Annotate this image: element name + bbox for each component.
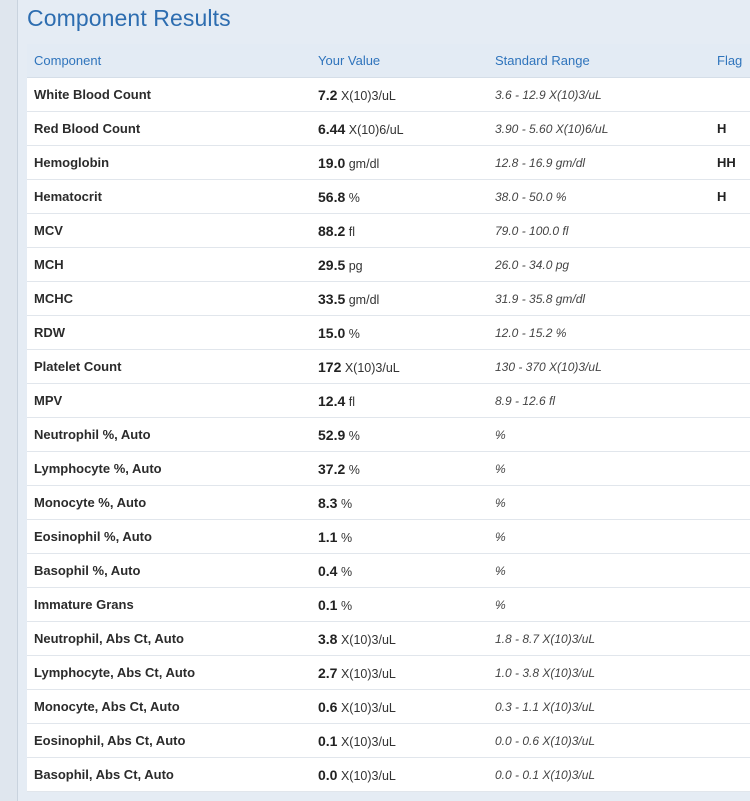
standard-range: 3.90 - 5.60 X(10)6/uL <box>495 121 609 136</box>
result-unit: % <box>348 326 360 341</box>
result-value: 52.9 <box>318 426 346 443</box>
your-value-cell <box>318 325 495 341</box>
result-value: 7.2 <box>318 86 338 103</box>
flag: H <box>717 189 727 204</box>
your-value-cell <box>318 257 495 273</box>
component-name: Monocyte %, Auto <box>34 495 147 510</box>
table-row <box>27 214 750 248</box>
table-row <box>27 690 750 724</box>
standard-range: 26.0 - 34.0 pg <box>495 257 570 272</box>
result-unit: % <box>340 496 353 511</box>
standard-range: % <box>495 529 506 544</box>
component-name: Neutrophil, Abs Ct, Auto <box>34 631 184 646</box>
result-unit: % <box>348 190 360 205</box>
result-unit: % <box>340 598 353 613</box>
your-value-cell <box>318 597 495 613</box>
result-value: 1.1 <box>318 528 338 545</box>
table-row <box>27 486 750 520</box>
table-row <box>27 350 750 384</box>
results-table <box>27 44 750 792</box>
component-name: Immature Grans <box>34 597 134 612</box>
your-value-cell <box>318 631 495 647</box>
table-row <box>27 588 750 622</box>
your-value-cell <box>318 87 495 103</box>
standard-range: 1.8 - 8.7 X(10)3/uL <box>495 631 596 646</box>
result-unit: gm/dl <box>348 156 380 171</box>
flag: H <box>717 121 727 136</box>
result-value: 172 <box>318 358 342 375</box>
component-name: MCHC <box>34 291 73 306</box>
result-unit: pg <box>348 258 363 273</box>
standard-range: % <box>495 495 506 510</box>
result-value: 29.5 <box>318 256 346 273</box>
result-unit: X(10)3/uL <box>340 734 396 749</box>
your-value-cell <box>318 733 495 749</box>
result-value: 19.0 <box>318 154 346 171</box>
table-row <box>27 656 750 690</box>
component-name: Hemoglobin <box>34 155 110 170</box>
component-name: Platelet Count <box>34 359 122 374</box>
your-value-cell <box>318 189 495 205</box>
result-value: 37.2 <box>318 460 346 477</box>
table-header <box>27 44 750 78</box>
your-value-cell <box>318 393 495 409</box>
table-row <box>27 622 750 656</box>
your-value-cell <box>318 699 495 715</box>
component-name: Basophil, Abs Ct, Auto <box>34 767 174 782</box>
result-unit: X(10)3/uL <box>340 666 396 681</box>
table-body <box>27 78 750 792</box>
result-unit: X(10)3/uL <box>340 88 396 103</box>
result-unit: % <box>340 530 353 545</box>
result-unit: fl <box>348 224 355 239</box>
standard-range: 38.0 - 50.0 % <box>495 189 567 204</box>
result-value: 56.8 <box>318 188 346 205</box>
standard-range: 3.6 - 12.9 X(10)3/uL <box>495 87 602 102</box>
component-name: MPV <box>34 393 63 408</box>
standard-range: % <box>495 461 506 476</box>
your-value-cell <box>318 291 495 307</box>
component-name: Red Blood Count <box>34 121 141 136</box>
result-value: 0.0 <box>318 766 338 783</box>
your-value-cell <box>318 121 495 137</box>
header-flag: Flag <box>717 53 743 68</box>
component-name: RDW <box>34 325 66 340</box>
component-name: Monocyte, Abs Ct, Auto <box>34 699 180 714</box>
result-unit: % <box>348 462 360 477</box>
result-unit: % <box>348 428 360 443</box>
result-value: 8.3 <box>318 494 338 511</box>
standard-range: 31.9 - 35.8 gm/dl <box>495 291 586 306</box>
component-name: Lymphocyte %, Auto <box>34 461 162 476</box>
result-value: 0.1 <box>318 596 338 613</box>
standard-range: 0.0 - 0.6 X(10)3/uL <box>495 733 596 748</box>
result-unit: X(10)3/uL <box>344 360 400 375</box>
standard-range: % <box>495 563 506 578</box>
your-value-cell <box>318 665 495 681</box>
flag: HH <box>717 155 736 170</box>
your-value-cell <box>318 427 495 443</box>
result-value: 12.4 <box>318 392 346 409</box>
table-row <box>27 758 750 792</box>
table-row <box>27 180 750 214</box>
your-value-cell <box>318 461 495 477</box>
result-value: 0.6 <box>318 698 338 715</box>
standard-range: 130 - 370 X(10)3/uL <box>495 359 602 374</box>
standard-range: 12.8 - 16.9 gm/dl <box>495 155 586 170</box>
result-unit: % <box>340 564 353 579</box>
table-row <box>27 554 750 588</box>
standard-range: 0.0 - 0.1 X(10)3/uL <box>495 767 596 782</box>
table-row <box>27 112 750 146</box>
table-row <box>27 248 750 282</box>
table-row <box>27 316 750 350</box>
standard-range: % <box>495 427 506 442</box>
result-value: 88.2 <box>318 222 346 239</box>
result-unit: X(10)3/uL <box>340 700 396 715</box>
result-value: 2.7 <box>318 664 338 681</box>
component-name: Hematocrit <box>34 189 102 204</box>
your-value-cell <box>318 359 495 375</box>
your-value-cell <box>318 563 495 579</box>
table-row <box>27 146 750 180</box>
standard-range: 8.9 - 12.6 fl <box>495 393 556 408</box>
standard-range: % <box>495 597 506 612</box>
result-unit: X(10)3/uL <box>340 768 396 783</box>
standard-range: 12.0 - 15.2 % <box>495 325 567 340</box>
table-row <box>27 78 750 112</box>
table-row <box>27 452 750 486</box>
component-name: Basophil %, Auto <box>34 563 141 578</box>
header-component: Component <box>34 53 102 68</box>
result-unit: X(10)3/uL <box>340 632 396 647</box>
header-your-value: Your Value <box>318 53 381 68</box>
table-row <box>27 724 750 758</box>
result-unit: X(10)6/uL <box>348 122 404 137</box>
result-value: 33.5 <box>318 290 346 307</box>
result-value: 15.0 <box>318 324 346 341</box>
your-value-cell <box>318 155 495 171</box>
your-value-cell <box>318 223 495 239</box>
component-name: Neutrophil %, Auto <box>34 427 151 442</box>
component-name: Eosinophil, Abs Ct, Auto <box>34 733 186 748</box>
table-row <box>27 384 750 418</box>
component-results-panel <box>18 0 750 801</box>
component-name: Lymphocyte, Abs Ct, Auto <box>34 665 196 680</box>
result-value: 3.8 <box>318 630 338 647</box>
standard-range: 79.0 - 100.0 fl <box>495 223 569 238</box>
header-standard-range: Standard Range <box>495 53 590 68</box>
table-row <box>27 520 750 554</box>
left-strip <box>0 0 18 801</box>
your-value-cell <box>318 767 495 783</box>
your-value-cell <box>318 529 495 545</box>
table-row <box>27 282 750 316</box>
page-title: Component Results <box>27 5 231 31</box>
component-name: White Blood Count <box>34 87 151 102</box>
result-value: 0.4 <box>318 562 338 579</box>
result-unit: fl <box>348 394 355 409</box>
component-name: MCV <box>34 223 63 238</box>
result-value: 6.44 <box>318 120 346 137</box>
component-name: Eosinophil %, Auto <box>34 529 152 544</box>
component-name: MCH <box>34 257 64 272</box>
standard-range: 1.0 - 3.8 X(10)3/uL <box>495 665 596 680</box>
standard-range: 0.3 - 1.1 X(10)3/uL <box>495 699 596 714</box>
your-value-cell <box>318 495 495 511</box>
result-unit: gm/dl <box>348 292 380 307</box>
table-row <box>27 418 750 452</box>
result-value: 0.1 <box>318 732 338 749</box>
